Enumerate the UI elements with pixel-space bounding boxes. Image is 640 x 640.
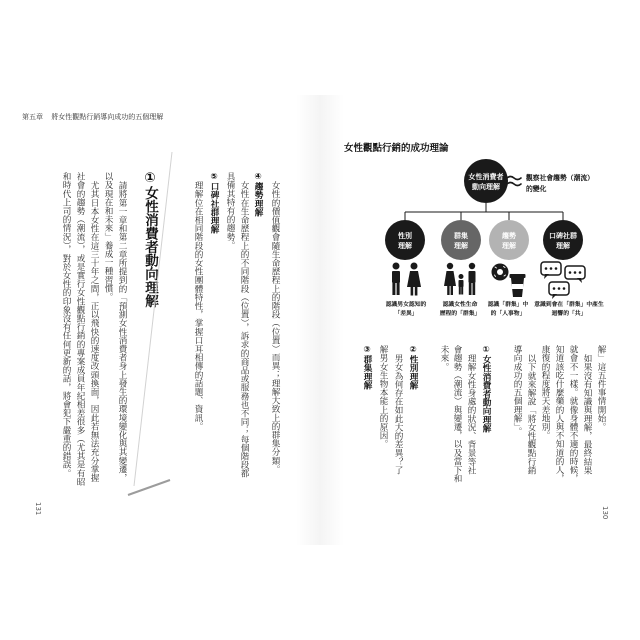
donut-coffee-icon bbox=[492, 264, 526, 298]
node-caption: 的「人事物」 bbox=[490, 311, 526, 317]
body-column: 理解位在相同階段的女性團體特性，掌握口耳相傳的話題、資訊。 bbox=[193, 181, 203, 431]
body-column: 女性在生命歷程上的不同階段（位置），訴求的商品或服務也不同；每個階段都 bbox=[239, 181, 249, 478]
wave-icon bbox=[507, 177, 521, 186]
item-heading-cluster: ③群集理解 bbox=[362, 345, 372, 390]
node-caption: 「差異」 bbox=[394, 311, 418, 317]
node-caption: 意識到會在「群集」中產生 bbox=[534, 302, 604, 308]
body-column: 理解女性身處的狀況、背景等社 bbox=[466, 354, 476, 475]
node-caption: 歷程的「群集」 bbox=[439, 311, 481, 317]
observation-label: 的變化 bbox=[526, 185, 547, 193]
trend-heading: ④趨勢理解 bbox=[253, 172, 263, 217]
body-column: 知道該吃什麼藥的人與不知道的人， bbox=[554, 345, 564, 483]
man-woman-icon bbox=[392, 263, 421, 296]
family-icon bbox=[444, 263, 476, 295]
cluster-understanding-node bbox=[441, 220, 481, 260]
body-column: 請將第一章和第二章所提到的「預測女性消費者身上發生的環境變化與其變遷， bbox=[117, 181, 127, 482]
body-column: 會趨勢（潮流）與變遷，以及當下和 bbox=[452, 345, 462, 483]
chapter-label: 第五章 bbox=[22, 113, 43, 121]
decorative-line bbox=[134, 152, 172, 486]
body-column: 解」這五件事情開始。 bbox=[596, 345, 606, 431]
body-column: 女性的價值觀會隨生命歷程上的階段（位置）而異；理解大致上的群集分類。 bbox=[270, 181, 280, 474]
body-column: 男女為何存在如此大的差異？了 bbox=[393, 354, 403, 475]
body-column: 就會不一樣。就像身體不適的時候， bbox=[568, 345, 578, 483]
node-label: 理解 bbox=[454, 242, 468, 250]
word-of-mouth-understanding-node bbox=[543, 220, 583, 260]
body-column: 以及現在和未來」養成一種習慣。 bbox=[103, 172, 113, 301]
consumer-trend-circle-label: 女性消費者 bbox=[468, 173, 504, 181]
diagram-connector bbox=[405, 203, 563, 220]
body-column: 導向成功的五個理解」。 bbox=[512, 345, 522, 436]
consumer-trend-circle bbox=[464, 159, 508, 203]
diagram-title: 女性觀點行銷的成功理論 bbox=[344, 143, 449, 154]
node-label: 理解 bbox=[556, 242, 570, 250]
body-column: 以下就來解說「將女性觀點行銷 bbox=[526, 354, 536, 475]
speech-bubbles-icon bbox=[541, 262, 585, 299]
body-column: 如果沒有知識與理解，最終結果 bbox=[582, 354, 592, 475]
node-caption: 認識男女認知的 bbox=[385, 302, 427, 308]
trend-understanding-node bbox=[489, 220, 529, 260]
body-column: 具備其特有的趨勢。 bbox=[225, 172, 235, 250]
node-label: 性別 bbox=[398, 232, 412, 240]
node-caption: 迴響的「共」 bbox=[551, 311, 587, 317]
observation-label: 觀察社會趨勢（潮流） bbox=[526, 174, 594, 182]
node-label: 理解 bbox=[502, 242, 516, 250]
node-label: 趨勢 bbox=[502, 232, 516, 240]
node-label: 口碑社群 bbox=[549, 232, 577, 240]
item-heading-consumer-trend: ①女性消費者動向理解 bbox=[481, 345, 491, 433]
node-caption: 認識女性生命 bbox=[442, 302, 478, 308]
body-column: 和時代上司的情況），對於女性的印象沒有任何更新的話，將會犯下嚴重的錯誤。 bbox=[61, 172, 71, 478]
consumer-trend-circle-label: 動向理解 bbox=[472, 183, 500, 191]
node-caption: 認識「群集」中 bbox=[487, 302, 529, 308]
word-of-mouth-heading: ⑤口碑社群理解 bbox=[209, 172, 219, 234]
body-column: 尤其日本女性在這三十年之間，正以飛快的速度改頭換面，因此若無法充分掌握 bbox=[89, 181, 99, 482]
body-column: 解男女生物本能上的原因。 bbox=[378, 345, 388, 449]
body-column: 未來。 bbox=[439, 345, 449, 371]
section-title: ①女性消費者動向理解 bbox=[142, 170, 158, 308]
body-column: 康復的程度將天差地別。 bbox=[540, 345, 550, 440]
gender-understanding-node bbox=[385, 220, 425, 260]
item-heading-gender: ②性別理解 bbox=[408, 345, 418, 390]
node-label: 理解 bbox=[398, 242, 412, 250]
page-number-left: 131 bbox=[34, 502, 42, 516]
page-number-right: 130 bbox=[601, 506, 609, 520]
node-label: 群集 bbox=[454, 232, 468, 240]
chapter-title: 將女性觀點行銷導向成功的五個理解 bbox=[51, 113, 164, 121]
body-column: 社會的趨勢（潮流），或是實行女性觀點行銷的專案成員年紀相差很多（尤其是有昭 bbox=[75, 172, 85, 486]
